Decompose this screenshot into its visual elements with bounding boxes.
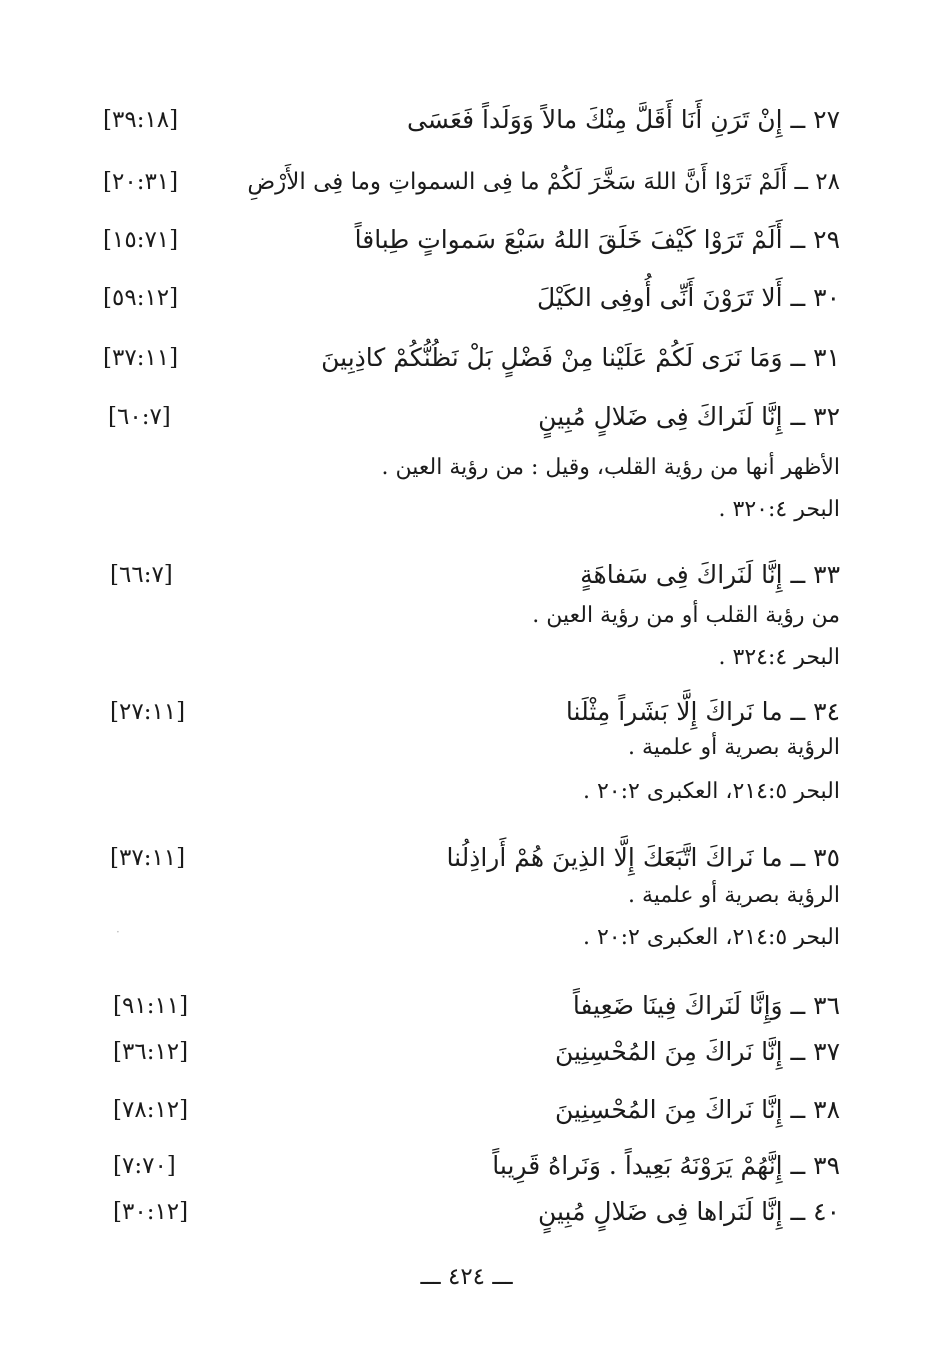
source-citation: البحر ٢١٤:٥، العكبرى ٢٠:٢ .	[582, 779, 840, 804]
verse-reference: [٦٦:٧]	[110, 562, 173, 588]
verse-reference: [٦٠:٧]	[108, 404, 171, 430]
entry-35	[0, 836, 933, 880]
verse-text: ٢٧ ــ إِنْ تَرَنِ أَنَا أَقَلَّ مِنْكَ مالاً وَوَلَداً فَعَسَى	[406, 105, 840, 134]
entry-27	[0, 98, 933, 142]
source-citation: البحر ٢١٤:٥، العكبرى ٢٠:٢ .	[582, 925, 840, 950]
verse-reference: [٢٠:٣١]	[103, 169, 179, 195]
entry-31	[0, 336, 933, 380]
source-citation: البحر ٣٢٤:٤ .	[718, 645, 840, 670]
verse-text: ٣٦ ــ وَإِنَّا لَنَراكَ فِينَا ضَعِيفاً	[572, 991, 840, 1020]
entry-37	[0, 1030, 933, 1074]
commentary-note: من رؤية القلب أو من رؤية العين .	[532, 603, 840, 628]
verse-text: ٣٥ ــ ما نَراكَ اتَّبَعَكَ إِلَّا الذِينَ هُمْ أَراذِلُنا	[446, 843, 840, 872]
verse-reference: [٧٨:١٢]	[113, 1097, 189, 1123]
verse-reference: [٣٧:١١]	[103, 345, 179, 371]
entry-34	[0, 690, 933, 734]
verse-reference: [٩١:١١]	[113, 993, 189, 1019]
entry-39	[0, 1144, 933, 1188]
verse-reference: [٣٠:١٢]	[113, 1199, 189, 1225]
entry-29	[0, 218, 933, 262]
verse-text: ٣٤ ــ ما نَراكَ إِلَّا بَشَراً مِثْلَنا	[565, 697, 840, 726]
verse-reference: [٢٧:١١]	[110, 699, 186, 725]
verse-text: ٣٢ ــ إِنَّا لَنَراكَ فِى ضَلالٍ مُبِينٍ	[538, 402, 840, 431]
entry-30	[0, 276, 933, 320]
entry-32	[0, 395, 933, 439]
entry-28	[0, 160, 933, 204]
verse-text: ٣٩ ــ إِنَّهُمْ يَرَوْنَهُ بَعِيداً . وَنَراهُ قَرِيباً	[492, 1151, 840, 1180]
entry-33	[0, 553, 933, 597]
source-citation: البحر ٣٢٠:٤ .	[718, 497, 840, 522]
verse-text: ٣٧ ــ إِنَّا نَراكَ مِنَ المُحْسِنِينَ	[554, 1037, 840, 1066]
verse-text: ٣٠ ــ أَلا تَرَوْنَ أَنِّى أُوفِى الكَيْلَ	[537, 283, 840, 312]
page-number: ـــ ٤٢٤ ـــ	[420, 1264, 513, 1290]
scan-speck: ·	[116, 925, 120, 939]
verse-reference: [٥٩:١٢]	[103, 285, 179, 311]
verse-text: ٣٣ ــ إِنَّا لَنَراكَ فِى سَفاهَةٍ	[580, 560, 840, 589]
verse-text: ٢٨ ــ أَلَمْ تَرَوْا أَنَّ اللهَ سَخَّرَ لَكُمْ ما فِى السمواتِ وما فِى الأَرْضِ	[247, 169, 840, 195]
verse-reference: [٣٩:١٨]	[103, 107, 179, 133]
entry-36	[0, 984, 933, 1028]
entry-38	[0, 1088, 933, 1132]
commentary-note: الرؤية بصرية أو علمية .	[627, 735, 840, 760]
verse-text: ٣٨ ــ إِنَّا نَراكَ مِنَ المُحْسِنِينَ	[554, 1095, 840, 1124]
commentary-note: الرؤية بصرية أو علمية .	[627, 883, 840, 908]
verse-reference: [١٥:٧١]	[103, 227, 179, 253]
verse-reference: [٣٧:١١]	[110, 845, 186, 871]
verse-reference: [٧:٧٠]	[113, 1153, 176, 1179]
verse-text: ٣١ ــ وَمَا نَرَى لَكُمْ عَلَيْنا مِنْ فَضْلٍ بَلْ نَظُنُّكُمْ كاذِبِينَ	[321, 343, 840, 372]
verse-reference: [٣٦:١٢]	[113, 1039, 189, 1065]
commentary-note: الأظهر أنها من رؤية القلب، وقيل : من رؤية العين .	[381, 455, 840, 480]
entry-40	[0, 1190, 933, 1234]
verse-text: ٤٠ ــ إِنَّا لَنَراها فِى ضَلالٍ مُبِينٍ	[537, 1197, 840, 1226]
verse-text: ٢٩ ــ أَلَمْ تَرَوْا كَيْفَ خَلَقَ اللهُ سَبْعَ سَمواتٍ طِباقاً	[354, 225, 840, 254]
